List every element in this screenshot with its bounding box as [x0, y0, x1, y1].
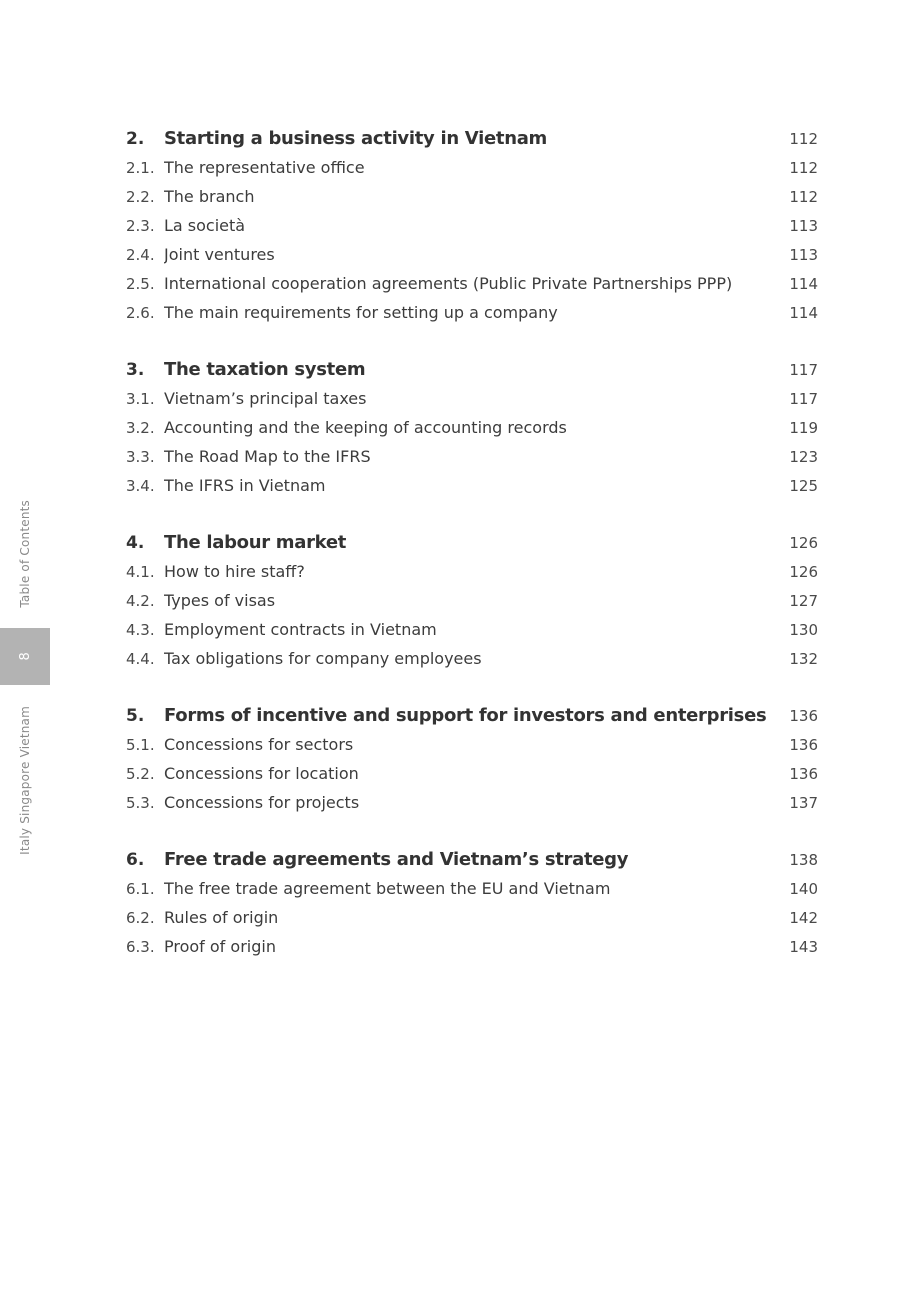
toc-section — [126, 124, 818, 327]
toc-entry-number: 3. — [126, 360, 145, 380]
toc-entry-page: 112 — [789, 188, 818, 206]
toc-section — [126, 355, 818, 500]
toc-entry-number: 2.5. — [126, 275, 155, 293]
toc-entry[interactable] — [126, 211, 818, 240]
toc-entry-page: 113 — [789, 217, 818, 235]
toc-entry-page: 136 — [789, 736, 818, 754]
toc-entry-number: 5. — [126, 706, 145, 726]
page-number-tab — [0, 628, 50, 685]
toc-entry-page: 143 — [789, 938, 818, 956]
toc-entry-title: Proof of origin — [164, 937, 276, 956]
toc-entry-title: Types of visas — [164, 591, 276, 610]
toc-entry-title: Forms of incentive and support for investors and enterprises — [164, 705, 767, 726]
toc-entry-title: International cooperation agreements (Public Private Partnerships PPP) — [164, 274, 733, 293]
toc-entry-number: 2. — [126, 129, 145, 149]
toc-entry-number: 4. — [126, 533, 145, 553]
toc-entry-title: The branch — [164, 187, 255, 206]
toc-entry[interactable] — [126, 240, 818, 269]
toc-entry-page: 136 — [789, 765, 818, 783]
toc-entry-number: 2.6. — [126, 304, 155, 322]
toc-entry[interactable] — [126, 384, 818, 413]
toc-entry-title: How to hire staff? — [164, 562, 305, 581]
toc-entry[interactable] — [126, 153, 818, 182]
toc-entry-page: 137 — [789, 794, 818, 812]
side-publication-label: Italy Singapore Vietnam — [18, 705, 32, 855]
toc-entry-number: 2.4. — [126, 246, 155, 264]
toc-section-heading[interactable] — [126, 355, 818, 384]
toc-entry-number: 4.1. — [126, 563, 155, 581]
table-of-contents — [126, 124, 818, 989]
toc-entry-title: Concessions for location — [164, 764, 359, 783]
toc-entry-number: 3.3. — [126, 448, 155, 466]
toc-entry[interactable] — [126, 557, 818, 586]
toc-entry-page: 126 — [789, 534, 818, 552]
toc-entry-title: The representative office — [164, 158, 365, 177]
toc-entry-title: Rules of origin — [164, 908, 279, 927]
toc-section — [126, 701, 818, 817]
toc-entry-number: 6.2. — [126, 909, 155, 927]
toc-entry-title: Starting a business activity in Vietnam — [164, 128, 548, 149]
toc-section-heading[interactable] — [126, 528, 818, 557]
toc-section-heading[interactable] — [126, 701, 818, 730]
toc-entry-page: 112 — [789, 159, 818, 177]
toc-entry-title: The main requirements for setting up a company — [164, 303, 558, 322]
toc-entry-page: 114 — [789, 304, 818, 322]
toc-entry-number: 3.2. — [126, 419, 155, 437]
toc-entry[interactable] — [126, 932, 818, 961]
toc-entry[interactable] — [126, 788, 818, 817]
toc-entry-number: 3.4. — [126, 477, 155, 495]
toc-entry-title: Concessions for projects — [164, 793, 360, 812]
toc-entry[interactable] — [126, 182, 818, 211]
toc-entry[interactable] — [126, 644, 818, 673]
toc-entry-title: The free trade agreement between the EU and Vietnam — [164, 879, 611, 898]
toc-entry[interactable] — [126, 413, 818, 442]
toc-entry-page: 132 — [789, 650, 818, 668]
toc-entry-page: 130 — [789, 621, 818, 639]
toc-entry[interactable] — [126, 442, 818, 471]
toc-entry-page: 138 — [789, 851, 818, 869]
page-number: 8 — [17, 652, 33, 661]
toc-entry-number: 4.4. — [126, 650, 155, 668]
toc-entry-number: 4.3. — [126, 621, 155, 639]
toc-entry[interactable] — [126, 298, 818, 327]
toc-entry[interactable] — [126, 903, 818, 932]
toc-entry-title: The labour market — [164, 532, 347, 553]
toc-entry-page: 117 — [789, 361, 818, 379]
toc-entry-title: The Road Map to the IFRS — [164, 447, 371, 466]
toc-entry-number: 2.1. — [126, 159, 155, 177]
toc-entry-title: Accounting and the keeping of accounting records — [164, 418, 567, 437]
toc-entry-number: 5.3. — [126, 794, 155, 812]
toc-entry-page: 142 — [789, 909, 818, 927]
toc-entry-title: Vietnam’s principal taxes — [164, 389, 367, 408]
toc-entry-page: 117 — [789, 390, 818, 408]
toc-entry-page: 114 — [789, 275, 818, 293]
toc-entry-title: Free trade agreements and Vietnam’s strategy — [164, 849, 629, 870]
toc-entry-page: 123 — [789, 448, 818, 466]
toc-entry[interactable] — [126, 874, 818, 903]
toc-entry-page: 140 — [789, 880, 818, 898]
toc-entry[interactable] — [126, 586, 818, 615]
toc-section — [126, 528, 818, 673]
toc-section-heading[interactable] — [126, 845, 818, 874]
toc-entry-title: Employment contracts in Vietnam — [164, 620, 437, 639]
toc-entry-title: Concessions for sectors — [164, 735, 354, 754]
toc-entry-number: 2.2. — [126, 188, 155, 206]
toc-entry-title: The taxation system — [164, 359, 366, 380]
toc-entry[interactable] — [126, 615, 818, 644]
toc-entry[interactable] — [126, 730, 818, 759]
toc-entry-title: The IFRS in Vietnam — [164, 476, 326, 495]
side-section-label-wrap — [0, 480, 50, 628]
toc-entry[interactable] — [126, 269, 818, 298]
toc-entry-number: 5.1. — [126, 736, 155, 754]
toc-entry-page: 112 — [789, 130, 818, 148]
toc-entry-title: Joint ventures — [164, 245, 275, 264]
toc-entry-number: 3.1. — [126, 390, 155, 408]
toc-entry[interactable] — [126, 471, 818, 500]
toc-entry-page: 136 — [789, 707, 818, 725]
toc-entry-page: 119 — [789, 419, 818, 437]
toc-section — [126, 845, 818, 961]
toc-entry-number: 4.2. — [126, 592, 155, 610]
side-section-label: Table of Contents — [18, 500, 32, 608]
toc-entry-page: 126 — [789, 563, 818, 581]
toc-entry-page: 125 — [789, 477, 818, 495]
toc-entry-number: 5.2. — [126, 765, 155, 783]
toc-entry[interactable] — [126, 759, 818, 788]
toc-entry-number: 6.1. — [126, 880, 155, 898]
toc-entry-number: 6.3. — [126, 938, 155, 956]
toc-entry-number: 2.3. — [126, 217, 155, 235]
side-rail — [0, 480, 50, 880]
side-publication-label-wrap — [0, 685, 50, 875]
toc-entry-number: 6. — [126, 850, 145, 870]
toc-entry-title: La società — [164, 216, 246, 235]
toc-entry-page: 113 — [789, 246, 818, 264]
toc-section-heading[interactable] — [126, 124, 818, 153]
toc-entry-title: Tax obligations for company employees — [164, 649, 482, 668]
toc-entry-page: 127 — [789, 592, 818, 610]
